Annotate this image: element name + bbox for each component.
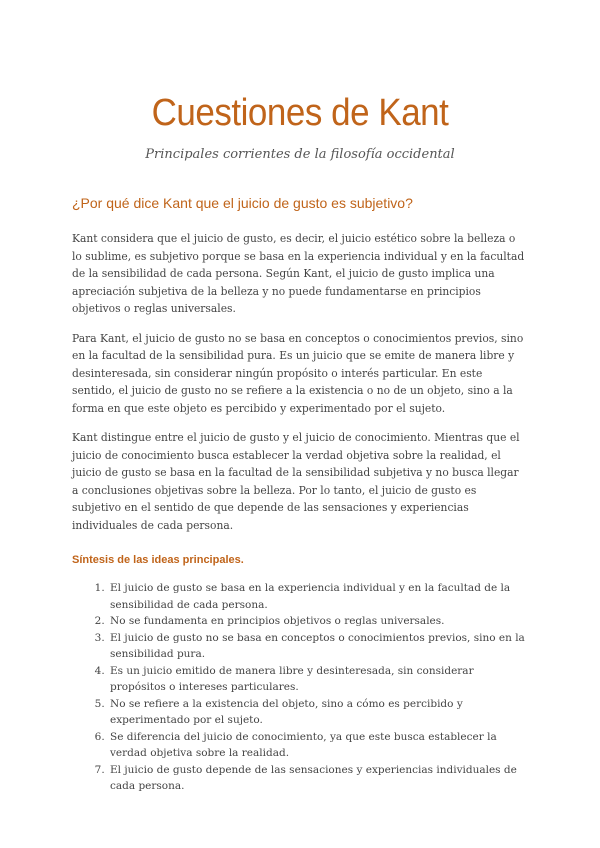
document-title: Cuestiones de Kant <box>151 92 449 134</box>
summary-heading: Síntesis de las ideas principales. <box>72 554 244 566</box>
document-subtitle: Principales corrientes de la filosofía occidental <box>145 147 455 162</box>
list-item: 1. El juicio de gusto se basa en la experiencia individual y en la facultad de la sensibilidad de cada persona. <box>108 580 528 613</box>
list-item: 7. El juicio de gusto depende de las sensaciones y experiencias individuales de cada persona. <box>108 762 528 795</box>
summary-list <box>72 580 528 795</box>
list-item: 3. El juicio de gusto no se basa en conceptos o conocimientos previos, sino en la sensibilidad pura. <box>108 630 528 663</box>
section-heading: ¿Por qué dice Kant que el juicio de gusto es subjetivo? <box>72 195 413 211</box>
list-item: 2. No se fundamenta en principios objetivos o reglas universales. <box>108 613 528 630</box>
body-paragraph: Kant considera que el juicio de gusto, es decir, el juicio estético sobre la belleza o lo sublime, es subjetivo porque se basa en la experiencia individual y en la facultad de la sensibilidad de cada persona. Según Kant, el juicio de gusto implica una apreciación subjetiva de la belleza y no puede fundamentarse en principios objetivos o reglas universales. <box>72 232 525 315</box>
list-item: 6. Se diferencia del juicio de conocimiento, ya que este busca establecer la verdad objetiva sobre la realidad. <box>108 729 528 762</box>
list-item: 4. Es un juicio emitido de manera libre y desinteresada, sin considerar propósitos o intereses particulares. <box>108 663 528 696</box>
list-item: 5. No se refiere a la existencia del objeto, sino a cómo es percibido y experimentado por el sujeto. <box>108 696 528 729</box>
body-paragraph: Para Kant, el juicio de gusto no se basa en conceptos o conocimientos previos, sino en la facultad de la sensibilidad pura. Es un juicio que se emite de manera libre y desinteresada, sin considerar ningún propósito o interés particular. En este sentido, el juicio de gusto no se refiere a la existencia o no de un objeto, sino a la forma en que este objeto es percibido y experimentado por el sujeto. <box>72 331 524 415</box>
body-paragraph: Kant distingue entre el juicio de gusto y el juicio de conocimiento. Mientras que el juicio de conocimiento busca establecer la verdad objetiva sobre la realidad, el juicio de gusto se basa en la facultad de la sensibilidad subjetiva y no busca llegar a conclusiones objetivas sobre la belleza. Por lo tanto, el juicio de gusto es subjetivo en el sentido de que depende de las sensaciones y experiencias individuales de cada persona. <box>72 431 520 532</box>
